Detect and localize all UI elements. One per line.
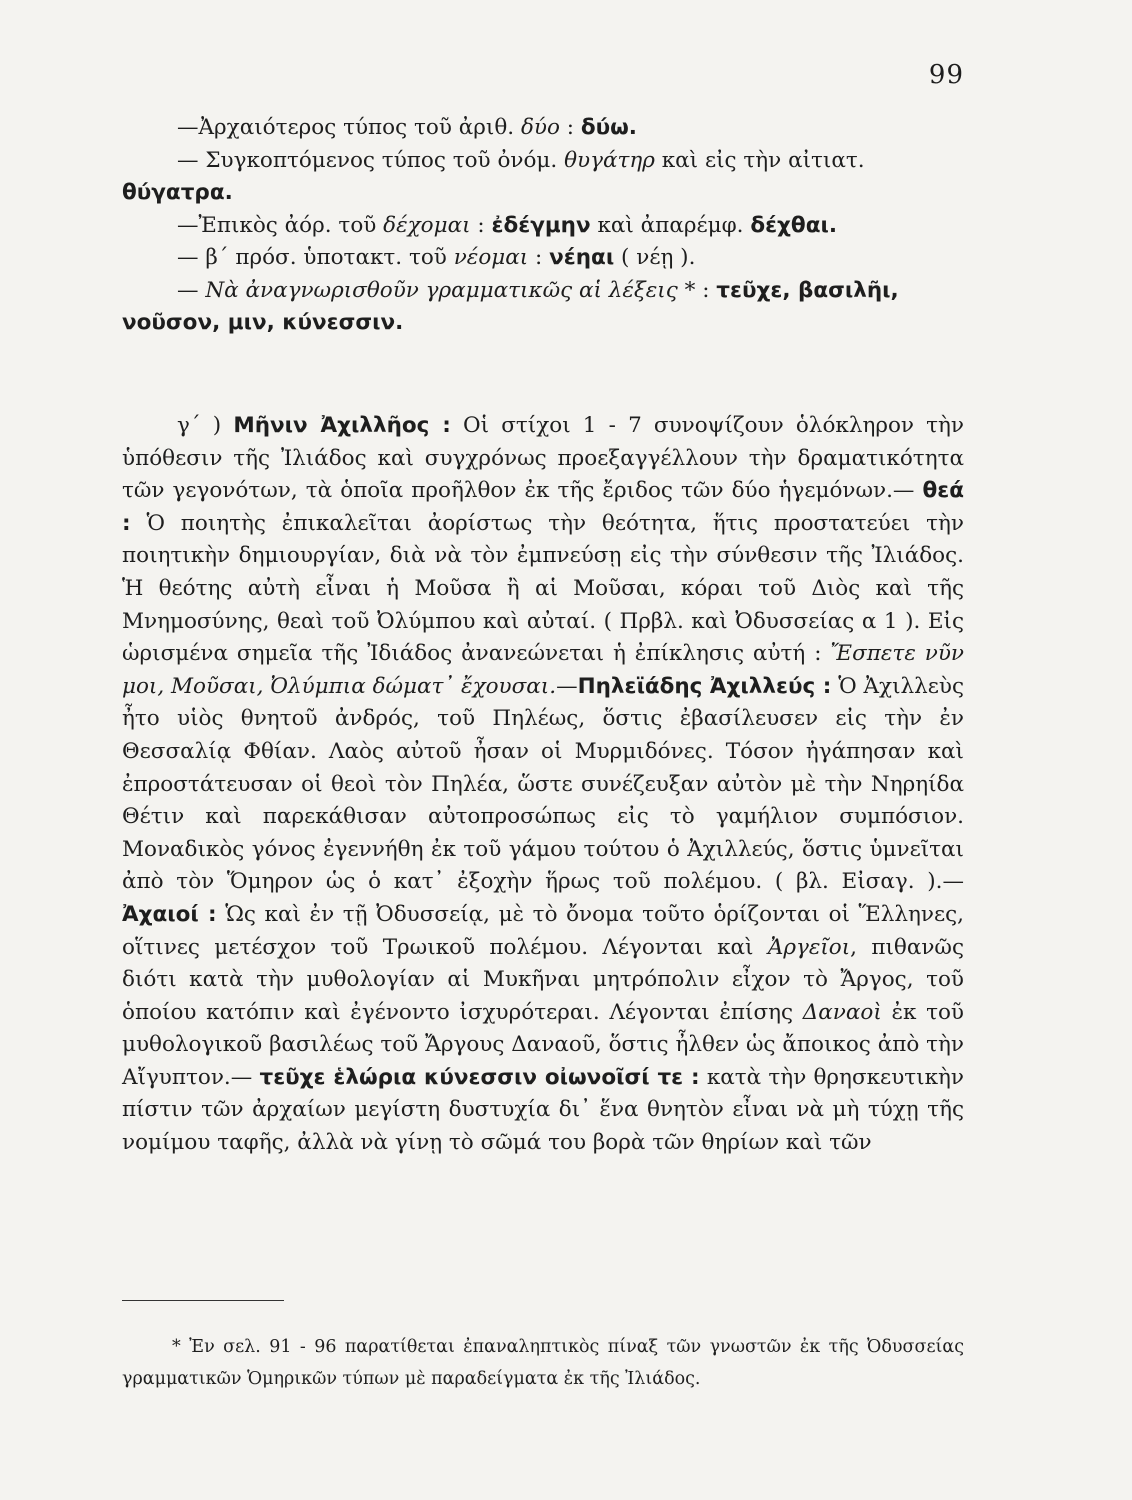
grammar-notes [122,112,964,340]
note-line: θύγατρα. [122,180,233,205]
lemma-heading: θεά : [122,478,964,536]
footnote-divider [122,1300,284,1301]
lemma-heading: τεῦχε ἑλώρια κύνεσσιν οἰωνοῖσί τε : [259,1064,700,1090]
lemma-heading: Μῆνιν Ἀχιλλῆος : [233,413,451,438]
page-number: 99 [928,60,964,90]
quotation: Ἔσπετε νῦν μοι, Μοῦσαι, Ὀλύμπια δώματ᾽ ἔχουσαι. [122,641,965,699]
note-line: —Ἀρχαιότερος τύπος τοῦ ἀριθ. δύο : δύω. [177,115,637,140]
commentary-paragraph [122,410,964,1160]
note-line: — Νὰ ἀναγνωρισθοῦν γραμματικῶς αἱ λέξεις * : τεῦχε, βασιλῆι, [177,277,899,303]
note-line: νοῦσον, μιν, κύνεσσιν. [122,310,404,335]
note-line: — Συγκοπτόμενος τύπος τοῦ ὀνόμ. θυγάτηρ καὶ εἰς τὴν αἰτιατ. [177,147,865,173]
note-line: — β΄ πρόσ. ὑποτακτ. τοῦ νέομαι : νέηαι ( νέῃ ). [177,245,696,270]
commentary-text: γ΄ ) Μῆνιν Ἀχιλλῆος : Οἱ στίχοι 1 - 7 συνοψίζουν ὁλόκληρον τὴν ὑπόθεσιν τῆς Ἰλιάδος καὶ συγχρόνως προεξαγγέλλουν τὴν δραματικότητα τῶν γεγονότων, τὰ ὁποῖα προῆλθον ἐκ τῆς ἔριδος τῶν δύο ἡγεμόνων.— θεά : Ὁ ποιητὴς ἐπικαλεῖται ἀορίστως τὴν θεότητα, ἥτις προστατεύει τὴν ποιητικὴν δημιουργίαν, διὰ νὰ τὸν ἐμπνεύσῃ εἰς τὴν σύνθεσιν τῆς Ἰλιάδος. Ἡ θεότης αὐτὴ εἶναι ἡ Μοῦσα ἢ αἱ Μοῦσαι, κόραι τοῦ Διὸς καὶ τῆς Μνημοσύνης, θεαὶ τοῦ Ὀλύμπου καὶ αὐταί. ( Πρβλ. καὶ Ὀδυσσείας α 1 ). Εἰς ὡρισμένα σημεῖα τῆς Ἰδιάδος ἀνανεώνεται ἡ ἐπίκλησις αὐτή : Ἔσπετε νῦν μοι, Μοῦσαι, Ὀλύμπια δώματ᾽ ἔχουσαι.—Πηλεϊάδης Ἀχιλλεύς : Ὁ Ἀχιλλεὺς ἦτο υἱὸς θνητοῦ ἀνδρός, τοῦ Πηλέως, ὅστις ἐβασίλευσεν εἰς τὴν ἐν Θεσσαλίᾳ Φθίαν. Λαὸς αὐτοῦ ἦσαν οἱ Μυρμιδόνες. Τόσον ἠγάπησαν καὶ ἐπροστάτευσαν οἱ θεοὶ τὸν Πηλέα, ὥστε συνέζευξαν αὐτὸν μὲ τὴν Νηρηίδα Θέτιν καὶ παρεκάθισαν αὐτοπροσώπως εἰς τὸ γαμήλιον συμπόσιον. Μοναδικὸς γόνος ἐγεννήθη ἐκ τοῦ γάμου τούτου ὁ Ἀχιλλεύς, ὅστις ὑμνεῖται ἀπὸ τὸν Ὅμηρον ὡς ὁ κατ᾽ ἐξοχὴν ἥρως τοῦ πολέμου. ( βλ. Εἰσαγ. ).—Ἀχαιοί : Ὡς καὶ ἐν τῇ Ὀδυσσείᾳ, μὲ τὸ ὄνομα τοῦτο ὁρίζονται οἱ Ἕλληνες, οἵτινες μετέσχον τοῦ Τρωικοῦ πολέμου. Λέγονται καὶ Ἀργεῖοι, πιθανῶς διότι κατὰ τὴν μυθολογίαν αἱ Μυκῆναι μητρόπολιν εἶχον τὸ Ἄργος, τοῦ ὁποίου κατόπιν καὶ ἐγένοντο ἰσχυρότεραι. Λέγονται ἐπίσης Δαναοὶ ἐκ τοῦ μυθολογικοῦ βασιλέως τοῦ Ἄργους Δαναοῦ, ὅστις ἦλθεν ὡς ἄποικος ἀπὸ τὴν Αἴγυπτον.— τεῦχε ἑλώρια κύνεσσιν οἰωνοῖσί τε : κατὰ τὴν θρησκευτικὴν πίστιν τῶν ἀρχαίων μεγίστη δυστυχία δι᾽ ἕνα θνητὸν εἶναι νὰ μὴ τύχῃ τῆς νομίμου ταφῆς, ἀλλὰ νὰ γίνῃ τὸ σῶμά του βορὰ τῶν θηρίων καὶ τῶν [122,413,965,1156]
lemma-heading: Ἀχαιοί : [122,901,217,927]
footnote: * Ἐν σελ. 91 - 96 παρατίθεται ἐπαναληπτικὸς πίναξ τῶν γνωστῶν ἐκ τῆς Ὀδυσσείας γραμματικῶν Ὁμηρικῶν τύπων μὲ παραδείγματα ἐκ τῆς Ἰλιάδος. [122,1337,964,1389]
note-line: —Ἐπικὸς ἀόρ. τοῦ δέχομαι : ἐδέγμην καὶ ἀπαρέμφ. δέχθαι. [177,212,838,238]
lemma-heading: Πηλεϊάδης Ἀχιλλεύς : [577,673,832,699]
